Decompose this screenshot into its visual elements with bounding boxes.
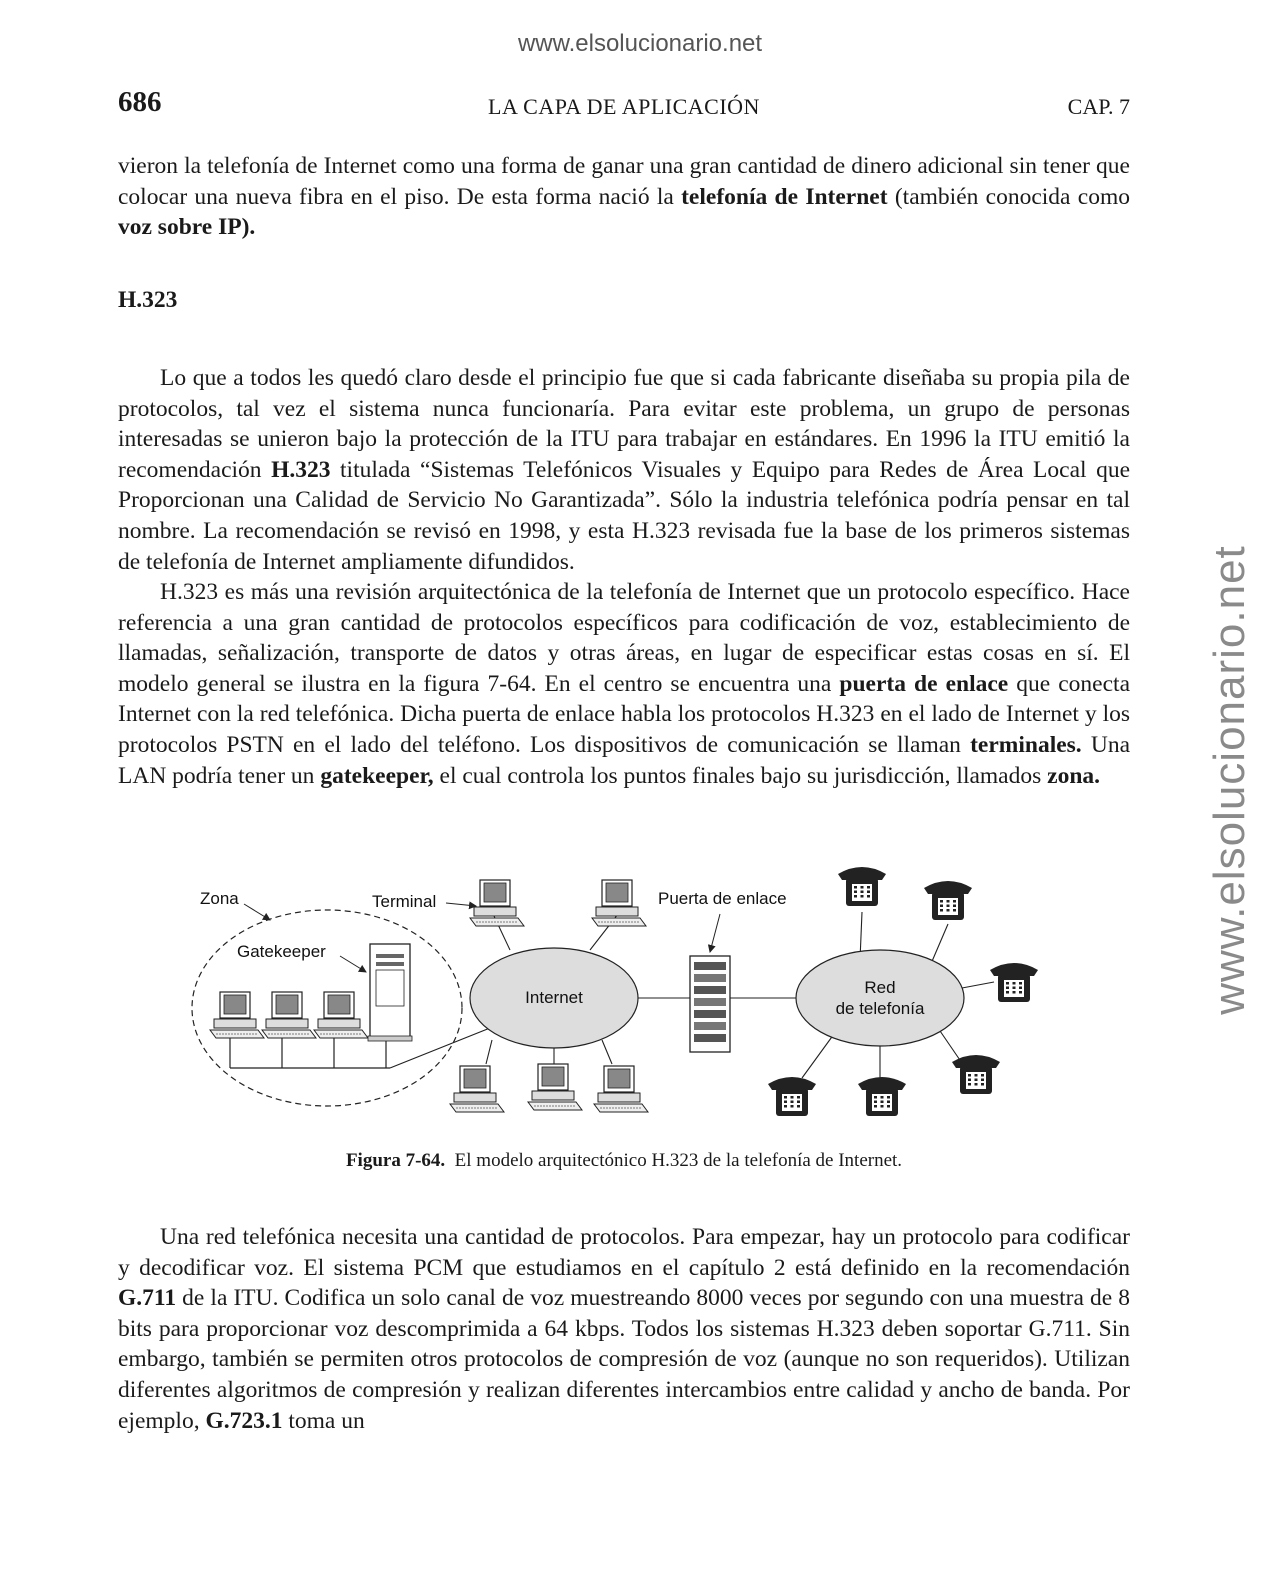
term-gateway: puerta de enlace	[839, 670, 1009, 697]
telephone-3	[990, 963, 1038, 1002]
watermark-side: www.elsolucionario.net	[1205, 545, 1254, 1015]
figure-caption-text: El modelo arquitectónico H.323 de la telefonía de Internet.	[454, 1150, 903, 1171]
paragraph-2	[118, 577, 1130, 791]
gateway-label: Puerta de enlace	[658, 889, 787, 908]
text-run: el cual controla los puntos finales bajo su jurisdicción, llamados	[433, 762, 1048, 789]
term-gatekeeper: gatekeeper,	[320, 762, 434, 789]
text-run: de la ITU. Codifica un solo canal de voz muestreando 8000 veces por segundo con una muestra de 8 bits para proporcionar voz descomprimida a 64 kbps. Todos los sistemas H.323 deben soportar G.711. Sin embargo, también se permiten otros protocolos de compresión de voz (aunque no son requeridos). Utilizan diferentes algoritmos de compresión y realizan diferentes intercambios entre calidad y ancho de banda. Por ejemplo,	[118, 1285, 1130, 1434]
watermark-top: www.elsolucionario.net	[517, 30, 763, 57]
figure-caption-label: Figura 7-64.	[345, 1150, 446, 1171]
term-g711: G.711	[118, 1285, 177, 1312]
telephone-5	[858, 1077, 906, 1116]
text-run: (también conocida como	[887, 183, 1130, 210]
telephone-4	[952, 1055, 1000, 1094]
internet-terminal-bottom-2	[528, 1064, 582, 1110]
telephone-1	[838, 867, 886, 906]
term-zone: zona.	[1047, 762, 1101, 789]
figure-caption	[118, 1150, 1130, 1172]
telephone-6	[768, 1077, 816, 1116]
paragraph-3	[118, 1222, 1130, 1436]
internet-terminal-bottom-1	[450, 1066, 504, 1112]
internet-terminal-top-1	[470, 880, 524, 926]
chapter-label: CAP. 7	[1067, 94, 1130, 119]
internet-terminal-top-2	[592, 880, 646, 926]
page-number: 686	[118, 86, 162, 118]
figure-h323-architecture	[190, 856, 1050, 1126]
intro-paragraph	[118, 151, 1130, 243]
text-run: vieron la telefonía de Internet como una forma de ganar una gran cantidad de dinero adicional sin tener que colocar una nueva fibra en el piso. De esta forma nació la	[118, 153, 1130, 210]
telephone-2	[924, 881, 972, 920]
text-run: Lo que a todos les quedó claro desde el principio fue que si cada fabricante diseñaba su propia pila de protocolos, tal vez el sistema nunca funcionaría. Para evitar este problema, un grupo de personas interesadas se unieron bajo la protección de la ITU para trabajar en estándares. En 1996 la ITU emitió la recomendación	[118, 365, 1130, 483]
telephone-network-label-line1: Red	[864, 978, 896, 997]
gateway-rack	[690, 956, 730, 1052]
term-g7231: G.723.1	[205, 1407, 283, 1434]
text-run: Una red telefónica necesita una cantidad de protocolos. Para empezar, hay un protocolo para codificar y decodificar voz. El sistema PCM que estudiamos en el capítulo 2 está definido en la recomendación	[118, 1224, 1130, 1281]
zone-terminal-1	[210, 992, 264, 1038]
internet-label: Internet	[525, 988, 583, 1007]
internet-terminal-bottom-3	[594, 1066, 648, 1112]
term-h323: H.323	[271, 456, 331, 483]
paragraph-1	[118, 363, 1130, 577]
term-terminals: terminales.	[970, 731, 1082, 758]
terminal-label: Terminal	[372, 892, 437, 911]
term-internet-telephony: telefonía de Internet	[681, 183, 888, 210]
term-voip: voz sobre IP).	[118, 214, 256, 241]
page-header	[118, 86, 1130, 126]
zone-terminal-2	[262, 992, 316, 1038]
text-run: H.323 es más una revisión arquitectónica de la telefonía de Internet que un protocolo específico. Hace referencia a una gran cantidad de protocolos específicos para codificación de voz, establecimiento de llamadas, señalización, transporte de datos y otras áreas, en lugar de especificar estas cosas en sí. El modelo general se ilustra en la figura 7-64. En el centro se encuentra una	[118, 579, 1130, 697]
gatekeeper-server	[368, 944, 412, 1041]
section-heading: H.323	[118, 287, 178, 313]
telephone-network-label-line2: de telefonía	[835, 999, 925, 1018]
zona-label: Zona	[200, 889, 239, 908]
telephone-network-cloud	[796, 950, 964, 1046]
text-run: Una LAN podría tener un	[118, 731, 1131, 789]
text-run: titulada “Sistemas Telefónicos Visuales y Equipo para Redes de Área Local que Proporcionan una Calidad de Servicio No Garantizada”. Sólo la industria telefónica podría pensar en tal nombre. La recomendación se revisó en 1998, y esta H.323 revisada fue la base de los primeros sistemas de telefonía de Internet ampliamente difundidos.	[118, 456, 1130, 575]
zone-terminal-3	[314, 992, 368, 1038]
running-title: LA CAPA DE APLICACIÓN	[488, 94, 760, 119]
text-run: que conecta Internet con la red telefónica. Dicha puerta de enlace habla los protocolos H.323 en el lado de Internet y los protocolos PSTN en el lado del teléfono. Los dispositivos de comunicación se llaman	[118, 670, 1131, 758]
text-run: toma un	[282, 1407, 365, 1434]
gatekeeper-label: Gatekeeper	[237, 942, 326, 961]
